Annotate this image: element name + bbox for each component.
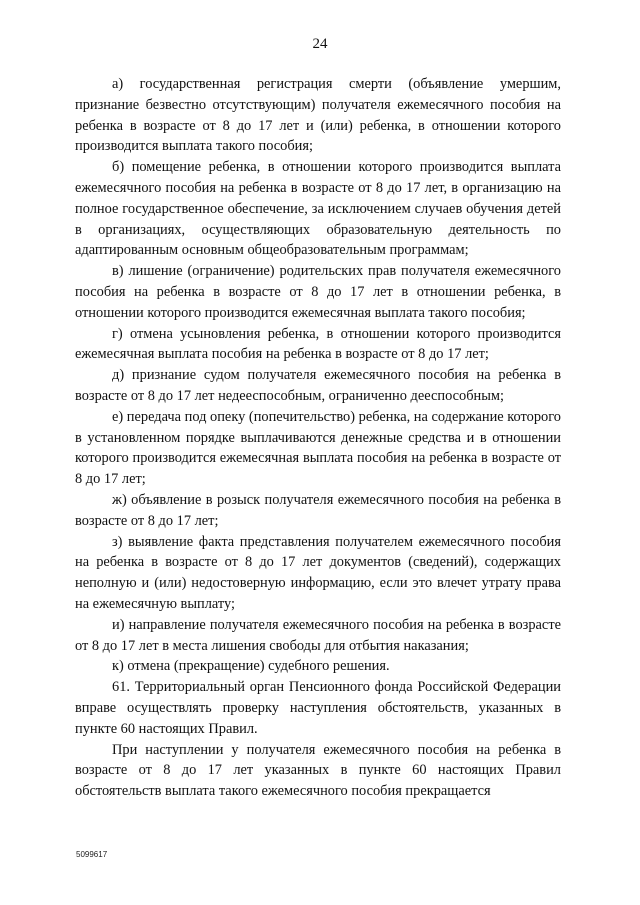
paragraph-i: и) направление получателя ежемесячного пособия на ребенка в возрасте от 8 до 17 лет в места лишения свободы для отбытия наказания; [75, 616, 561, 654]
document-id: 5099617 [76, 850, 108, 859]
page-number: 24 [312, 36, 328, 52]
paragraph-a: а) государственная регистрация смерти (объявление умершим, признание безвестно отсутствующим) получателя ежемесячного пособия на ребенка в возрасте от 8 до 17 лет и (или) ребенка, в отношении которого производится выплата такого пособия; [75, 76, 561, 155]
paragraph-d: д) признание судом получателя ежемесячного пособия на ребенка в возрасте от 8 до 17 лет недееспособным, ограниченно дееспособным; [75, 367, 561, 404]
paragraph-b: б) помещение ребенка, в отношении которого производится выплата ежемесячного пособия на ребенка в возрасте от 8 до 17 лет, в организацию на полное государственное обеспечение, за исключением случаев обучения детей в организациях, осуществляющих образовательную деятельность по адаптированным основным общеобразовательным программам; [75, 159, 561, 259]
paragraph-61: 61. Территориальный орган Пенсионного фонда Российской Федерации вправе осуществлять проверку наступления обстоятельств, указанных в пункте 60 настоящих Правил. [75, 679, 561, 737]
paragraph-g: г) отмена усыновления ребенка, в отношении которого производится ежемесячная выплата пособия на ребенка в возрасте от 8 до 17 лет; [75, 325, 561, 363]
document-body [75, 74, 561, 802]
paragraph-zh: ж) объявление в розыск получателя ежемесячного пособия на ребенка в возрасте от 8 до 17 лет; [75, 491, 561, 529]
paragraph-k: к) отмена (прекращение) судебного решения. [112, 658, 390, 675]
paragraph-v: в) лишение (ограничение) родительских прав получателя ежемесячного пособия на ребенка в возрасте от 8 до 17 лет в отношении ребенка, в отношении которого производится ежемесячная выплата такого пособия; [75, 263, 561, 321]
paragraph-z: з) выявление факта представления получателем ежемесячного пособия на ребенка в возрасте от 8 до 17 лет документов (сведений), содержащих неполную и (или) недостоверную информацию, если это влечет утрату права на ежемесячную выплату; [75, 533, 561, 612]
paragraph-termination: При наступлении у получателя ежемесячного пособия на ребенка в возрасте от 8 до 17 лет указанных в пункте 60 настоящих Правил обстоятельств выплата такого ежемесячного пособия прекращается [75, 741, 561, 800]
paragraph-e: е) передача под опеку (попечительство) ребенка, на содержание которого в установленном порядке выплачиваются денежные средства и в отношении которого производится ежемесячная выплата пособия на ребенка в возрасте от 8 до 17 лет; [75, 408, 561, 488]
